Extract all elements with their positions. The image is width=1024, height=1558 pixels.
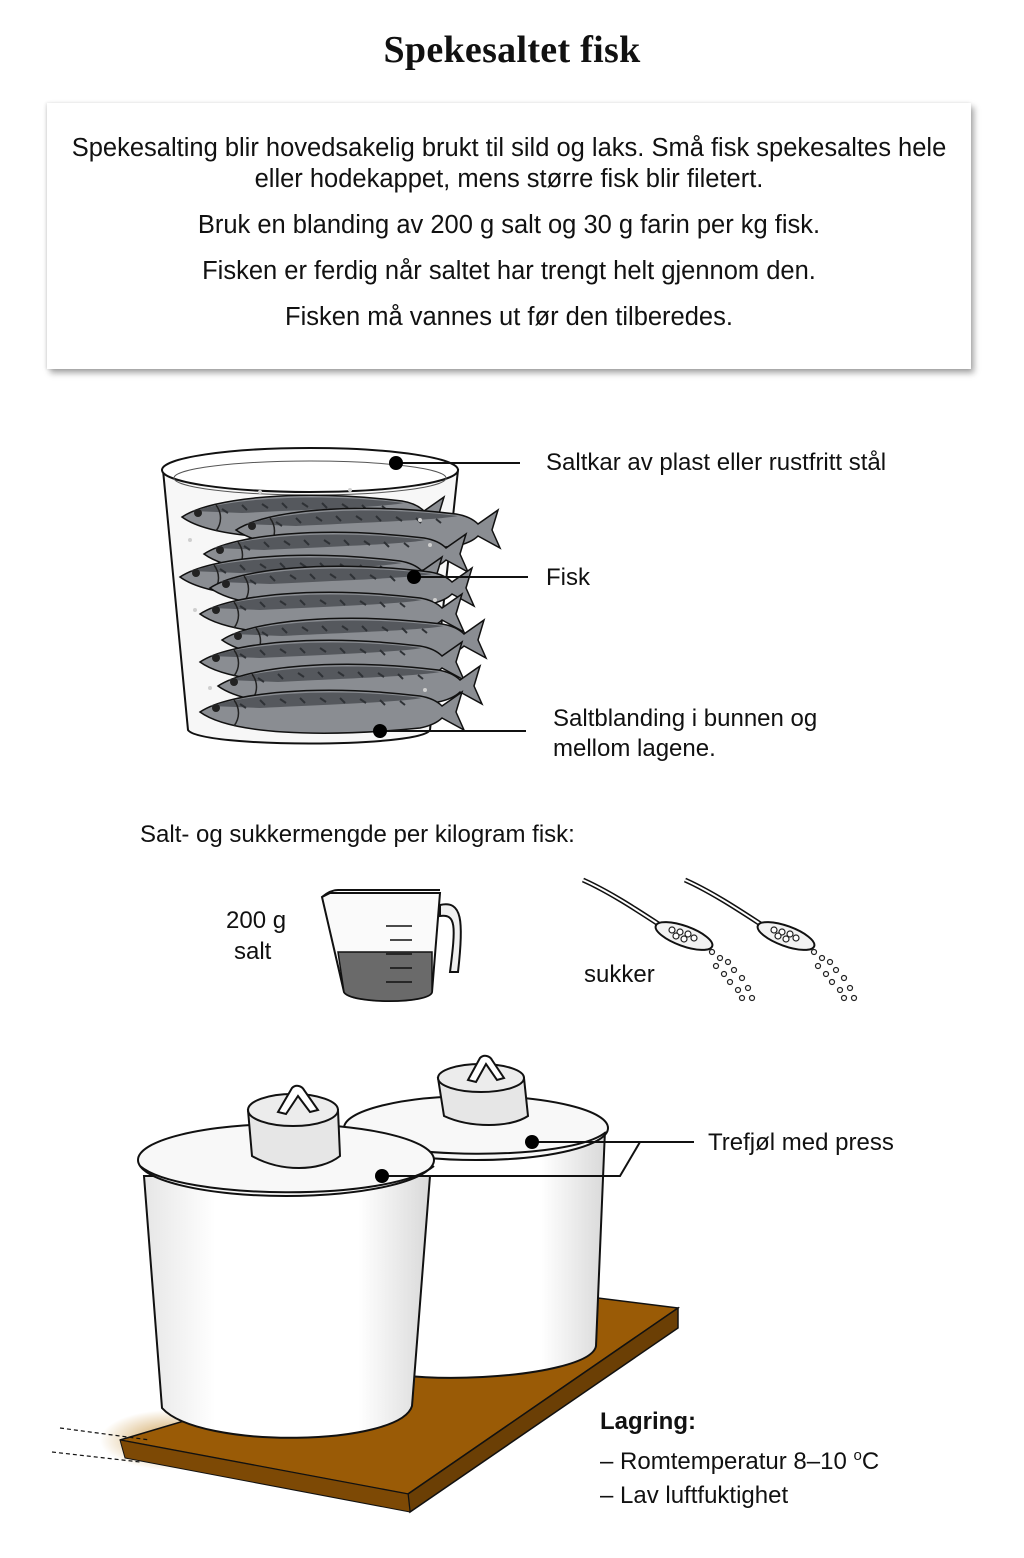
info-line-2: Bruk en blanding av 200 g salt og 30 g farin per kg fisk.	[197, 211, 821, 239]
storage-heading: Lagring:	[600, 1408, 696, 1435]
info-line-1: Spekesalting blir hovedsakelig brukt til sild og laks. Små fisk spekesaltes hele eller hodekappet, mens større fisk blir filetert.	[71, 134, 947, 193]
page-title: Spekesaltet fisk	[383, 29, 641, 71]
front-tub	[138, 1086, 434, 1438]
storage-temp-unit: C	[861, 1448, 880, 1475]
label-lid: Trefjøl med press	[708, 1129, 894, 1156]
storage-temperature	[600, 1439, 879, 1479]
storage-info	[600, 1405, 879, 1513]
amounts-heading: Salt- og sukkermengde per kilogram fisk:	[140, 821, 575, 848]
storage-degree: o	[853, 1447, 862, 1464]
storage-temp-text: – Romtemperatur 8–10	[600, 1448, 854, 1475]
label-salt-mix-line-2: mellom lagene.	[553, 735, 716, 762]
label-sugar: sukker	[584, 961, 655, 988]
label-salt-word: salt	[234, 938, 272, 965]
info-line-3: Fisken er ferdig når saltet har trengt helt gjennom den.	[202, 257, 816, 285]
label-fish: Fisk	[546, 564, 590, 591]
label-salt-amount: 200 g	[226, 907, 287, 934]
storage-humidity: – Lav luftfuktighet	[600, 1482, 789, 1509]
info-line-4: Fisken må vannes ut før den tilberedes.	[285, 303, 733, 331]
label-container: Saltkar av plast eller rustfritt stål	[546, 449, 887, 476]
measuring-cup	[322, 890, 461, 1001]
label-salt-mix-line-1: Saltblanding i bunnen og	[553, 705, 818, 732]
